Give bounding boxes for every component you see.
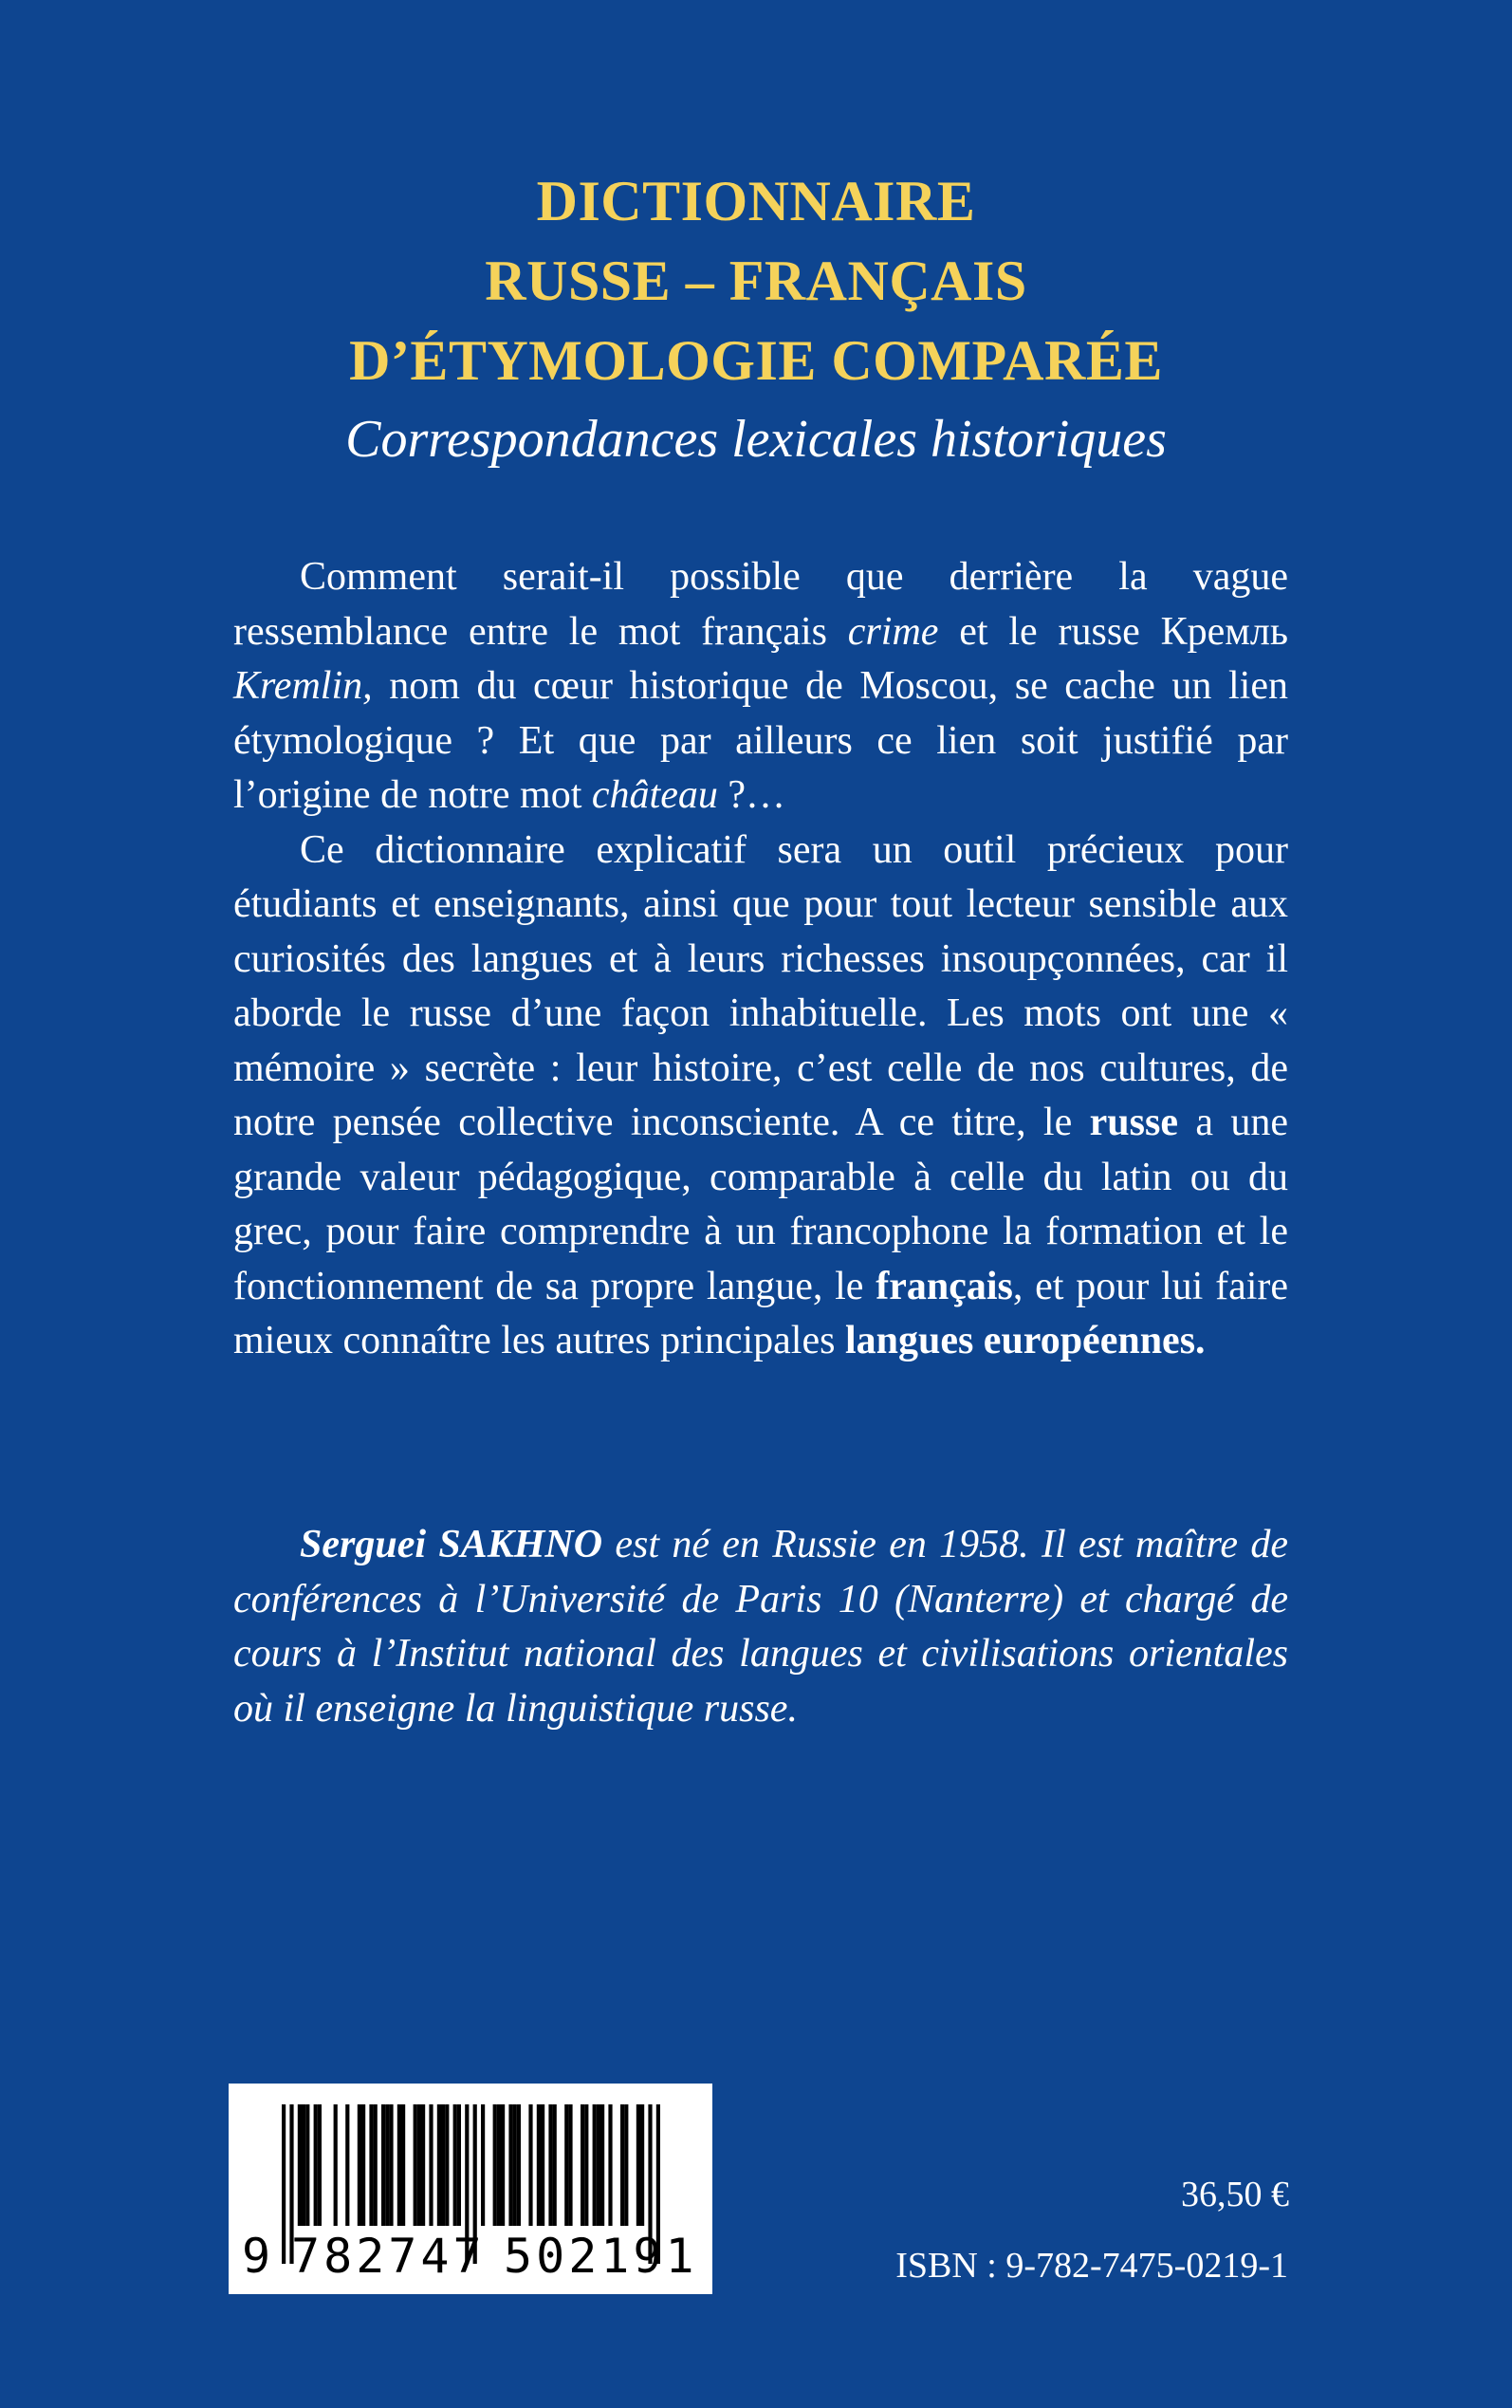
text-run: ?…: [717, 773, 786, 817]
description: [233, 550, 1288, 1369]
barcode-bar: [553, 2104, 557, 2226]
barcode-bar: [385, 2104, 389, 2226]
barcode-bar: [305, 2104, 309, 2226]
barcode-bar: [314, 2104, 318, 2226]
price: 36,50 €: [1181, 2175, 1289, 2214]
title-block: [0, 161, 1512, 478]
text-run: et le russe Кремль: [938, 609, 1288, 654]
barcode-bar: [581, 2104, 584, 2226]
author-bio-text: est né en Russie en 1958. Il est maître de conférences à l’Université de Paris 10 (Nanterre) et chargé de cours à l’Institut national des langues et civilisations orientales où il enseigne la linguistique russe.: [233, 1523, 1288, 1731]
barcode-bar: [318, 2104, 322, 2226]
barcode-bar: [421, 2104, 425, 2226]
barcode-digits-left: 782747: [291, 2229, 486, 2284]
barcode-bar: [374, 2104, 378, 2226]
barcode-bar: [568, 2104, 572, 2226]
barcode-bar: [513, 2104, 517, 2226]
barcode-bar: [620, 2104, 624, 2226]
title-line-3: D’ÉTYMOLOGIE COMPARÉE: [349, 329, 1163, 392]
bold-word: français: [876, 1264, 1013, 1308]
italic-word: Kremlin,: [233, 664, 373, 708]
text-run: Comment serait-il possible que derrière la vague ressemblance entre le mot français: [233, 555, 1288, 654]
barcode-bar: [481, 2104, 485, 2226]
barcode-bar: [528, 2104, 532, 2226]
barcode-bar: [334, 2104, 338, 2226]
isbn: ISBN : 9-782-7475-0219-1: [895, 2246, 1288, 2286]
author-name: Serguei SAKHNO: [300, 1523, 603, 1566]
italic-word: château: [591, 773, 718, 817]
text-run: a une grande valeur pédagogique, comparable à celle du latin ou du grec, pour faire comprendre à un francophone la formation et le fonctionnement de sa propre langue, le: [233, 1101, 1288, 1308]
author-bio: [233, 1518, 1288, 1736]
barcode-bar: [298, 2104, 302, 2226]
barcode-bar: [345, 2104, 349, 2226]
barcode-bar: [608, 2104, 612, 2226]
barcode-bar: [497, 2104, 501, 2226]
barcode-digits-right: 502191: [504, 2229, 698, 2284]
barcode-bar: [457, 2104, 461, 2226]
barcode-bar: [358, 2104, 361, 2226]
description-paragraph-2: [233, 824, 1288, 1369]
barcode-bar: [593, 2104, 597, 2226]
barcode-digits: [229, 2226, 712, 2287]
bold-word: langues européennes.: [844, 1319, 1206, 1362]
barcode-bar: [361, 2104, 365, 2226]
barcode-bar: [564, 2104, 568, 2226]
barcode-bar: [584, 2104, 588, 2226]
barcode-bar: [389, 2104, 393, 2226]
italic-word: crime: [847, 609, 939, 654]
text-run: Ce dictionnaire explicatif sera un outil précieux pour étudiants et enseignants, ainsi que pour tout lecteur sensible aux curiosités des langues et à leurs richesses insoupçonnées, car il aborde le russe d’une façon inhabituelle. Les mots ont une « mémoire » secrète : leur histoire, c’est celle de nos cultures, de notre pensée collective inconsciente. A ce titre, le: [233, 827, 1288, 1144]
barcode-bar: [548, 2104, 552, 2226]
barcode-bar: [541, 2104, 544, 2226]
barcode-bar: [445, 2104, 449, 2226]
text-run: nom du cœur historique de Moscou, se cache un lien étymologique ? Et que par ailleurs ce lien soit justifié par l’origine de notre mot: [233, 664, 1288, 817]
bold-word: russe: [1089, 1101, 1178, 1144]
barcode-bar: [441, 2104, 445, 2226]
barcode-bar: [600, 2104, 604, 2226]
barcode-bar: [624, 2104, 628, 2226]
barcode-bar: [501, 2104, 505, 2226]
barcode-bar: [508, 2104, 512, 2226]
barcode-bar: [640, 2104, 644, 2226]
barcode-bar: [437, 2104, 441, 2226]
text-run: , et pour lui faire mieux connaître les autres principales: [233, 1264, 1289, 1362]
barcode-bar: [414, 2104, 417, 2226]
barcode-bar: [417, 2104, 421, 2226]
barcode-bar: [302, 2104, 305, 2226]
barcode-bar: [636, 2104, 640, 2226]
barcode-bar: [517, 2104, 521, 2226]
barcode-bar: [401, 2104, 405, 2226]
author-bio-paragraph: [233, 1518, 1288, 1736]
barcode-bar: [369, 2104, 373, 2226]
description-paragraph-1: [233, 550, 1288, 824]
barcode-bar: [453, 2104, 457, 2226]
barcode-digit-first: 9: [242, 2229, 271, 2284]
barcode-bar: [429, 2104, 433, 2226]
title-line-1: DICTIONNAIRE: [536, 170, 976, 232]
barcode-bar: [537, 2104, 541, 2226]
barcode-bar: [597, 2104, 600, 2226]
subtitle: Correspondances lexicales historiques: [345, 410, 1167, 469]
title-line-2: RUSSE – FRANÇAIS: [485, 250, 1027, 312]
barcode-bar: [397, 2104, 401, 2226]
barcode: [229, 2084, 712, 2294]
barcode-bar: [381, 2104, 385, 2226]
barcode-bar: [493, 2104, 497, 2226]
